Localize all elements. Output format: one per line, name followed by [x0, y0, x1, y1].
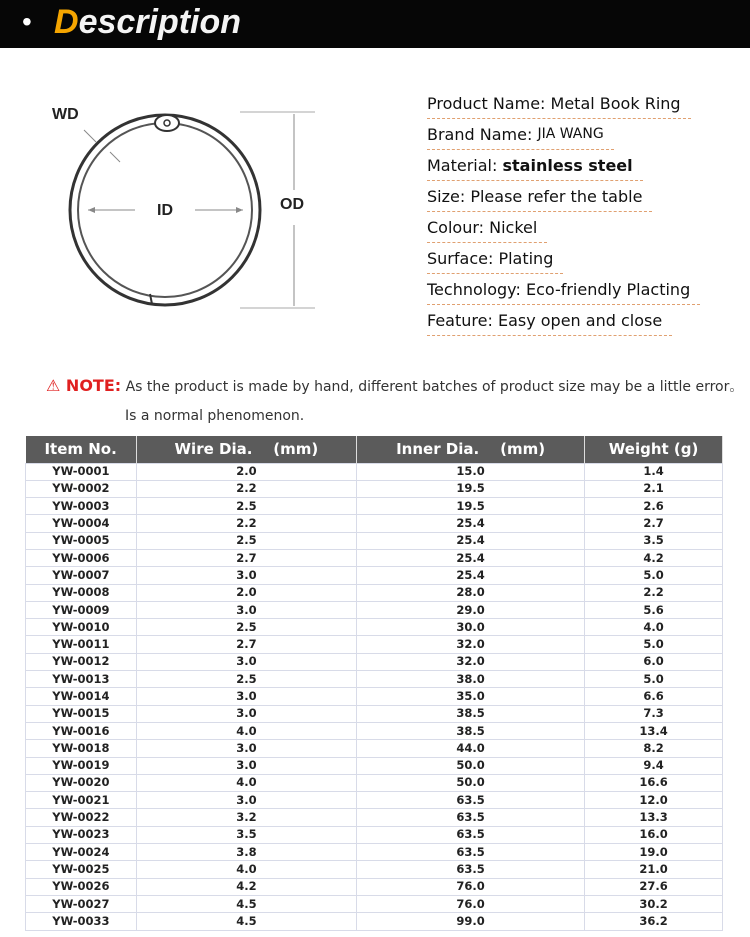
table-cell: 25.4	[357, 532, 585, 549]
table-cell: 99.0	[357, 913, 585, 930]
table-cell: 2.5	[136, 671, 356, 688]
ring-diagram	[40, 90, 340, 320]
table-cell: 4.0	[136, 774, 356, 791]
spec-key: Colour:	[427, 217, 485, 237]
table-cell: 13.3	[585, 809, 723, 826]
note	[46, 376, 743, 396]
spec-item	[427, 88, 691, 119]
id-label: ID	[157, 202, 173, 219]
table-cell: YW-0009	[26, 601, 137, 618]
table-cell: YW-0018	[26, 740, 137, 757]
title-rest: escription	[78, 3, 242, 41]
note-label: NOTE:	[65, 376, 122, 395]
col-item: Item No.	[26, 436, 137, 463]
table-cell: 38.5	[357, 722, 585, 739]
table-cell: 4.5	[136, 895, 356, 912]
table-cell: YW-0033	[26, 913, 137, 930]
table-cell: 16.0	[585, 826, 723, 843]
table-cell: 4.0	[136, 861, 356, 878]
table-row	[26, 498, 723, 515]
spec-value: Please refer the table	[470, 186, 643, 206]
section-header	[0, 0, 750, 48]
spec-key: Size:	[427, 186, 466, 206]
table-cell: YW-0022	[26, 809, 137, 826]
table-cell: 3.5	[136, 826, 356, 843]
table-cell: 29.0	[357, 601, 585, 618]
spec-key: Product Name:	[427, 93, 546, 113]
table-cell: 63.5	[357, 809, 585, 826]
table-cell: 25.4	[357, 515, 585, 532]
table-row	[26, 653, 723, 670]
table-cell: 2.5	[136, 619, 356, 636]
table-cell: 21.0	[585, 861, 723, 878]
table-row	[26, 757, 723, 774]
spec-item	[427, 274, 700, 305]
spec-key: Surface:	[427, 248, 494, 268]
table-cell: 4.2	[136, 878, 356, 895]
table-cell: 35.0	[357, 688, 585, 705]
col-inner: Inner Dia. (mm)	[357, 436, 585, 463]
table-cell: YW-0004	[26, 515, 137, 532]
table-cell: 3.0	[136, 688, 356, 705]
table-cell: 3.5	[585, 532, 723, 549]
table-row	[26, 861, 723, 878]
table-cell: 2.0	[136, 584, 356, 601]
table-row	[26, 895, 723, 912]
spec-value: JIA WANG	[537, 126, 604, 142]
table-cell: 28.0	[357, 584, 585, 601]
note-text: As the product is made by hand, different batches of product size may be a little error。	[125, 379, 744, 395]
table-cell: 30.0	[357, 619, 585, 636]
table-cell: 44.0	[357, 740, 585, 757]
col-weight: Weight (g)	[585, 436, 723, 463]
table-cell: YW-0003	[26, 498, 137, 515]
table-cell: 63.5	[357, 826, 585, 843]
table-row	[26, 549, 723, 566]
table-row	[26, 463, 723, 480]
od-label: OD	[280, 196, 304, 213]
table-cell: 3.0	[136, 740, 356, 757]
table-row	[26, 878, 723, 895]
table-cell: 1.4	[585, 463, 723, 480]
table-row	[26, 774, 723, 791]
table-cell: 3.0	[136, 653, 356, 670]
col-wire: Wire Dia. (mm)	[136, 436, 356, 463]
table-cell: YW-0020	[26, 774, 137, 791]
table-row	[26, 688, 723, 705]
table-cell: 2.2	[585, 584, 723, 601]
table-cell: 2.2	[136, 515, 356, 532]
table-cell: 2.5	[136, 498, 356, 515]
table-cell: 2.7	[136, 636, 356, 653]
spec-value: Plating	[498, 248, 554, 268]
table-cell: YW-0007	[26, 567, 137, 584]
table-cell: YW-0005	[26, 532, 137, 549]
table-cell: YW-0015	[26, 705, 137, 722]
title-first-letter: D	[54, 3, 79, 41]
spec-item	[427, 150, 643, 181]
table-cell: YW-0008	[26, 584, 137, 601]
table-cell: 32.0	[357, 636, 585, 653]
table-row	[26, 515, 723, 532]
spec-item	[427, 181, 652, 212]
table-cell: 6.0	[585, 653, 723, 670]
table-cell: YW-0013	[26, 671, 137, 688]
table-row	[26, 913, 723, 930]
table-cell: 63.5	[357, 792, 585, 809]
spec-key: Feature:	[427, 310, 493, 330]
table-cell: 38.0	[357, 671, 585, 688]
table-cell: 12.0	[585, 792, 723, 809]
table-cell: 25.4	[357, 549, 585, 566]
table-row	[26, 705, 723, 722]
table-cell: 5.0	[585, 636, 723, 653]
table-cell: 5.0	[585, 671, 723, 688]
table-cell: 4.0	[136, 722, 356, 739]
table-cell: 27.6	[585, 878, 723, 895]
spec-value: Eco-friendly Placting	[525, 279, 691, 299]
warning-icon: ⚠	[46, 376, 66, 395]
table-row	[26, 844, 723, 861]
size-table	[25, 436, 723, 931]
table-cell: 3.0	[136, 567, 356, 584]
table-cell: 25.4	[357, 567, 585, 584]
table-row	[26, 567, 723, 584]
bullet: •	[22, 6, 32, 37]
table-cell: 2.1	[585, 480, 723, 497]
table-row	[26, 722, 723, 739]
spec-item	[427, 119, 614, 150]
table-cell: 6.6	[585, 688, 723, 705]
table-row	[26, 619, 723, 636]
table-cell: 15.0	[357, 463, 585, 480]
table-cell: 2.5	[136, 532, 356, 549]
table-cell: 19.0	[585, 844, 723, 861]
table-cell: 3.8	[136, 844, 356, 861]
table-cell: 3.0	[136, 705, 356, 722]
table-cell: 13.4	[585, 722, 723, 739]
table-cell: 9.4	[585, 757, 723, 774]
table-cell: 2.0	[136, 463, 356, 480]
table-cell: 76.0	[357, 878, 585, 895]
table-cell: YW-0002	[26, 480, 137, 497]
table-row	[26, 826, 723, 843]
spec-key: Technology:	[427, 279, 521, 299]
table-cell: 4.0	[585, 619, 723, 636]
table-cell: 30.2	[585, 895, 723, 912]
table-row	[26, 532, 723, 549]
table-cell: 4.5	[136, 913, 356, 930]
note-text-2: Is a normal phenomenon.	[125, 408, 305, 424]
table-cell: 76.0	[357, 895, 585, 912]
table-cell: 19.5	[357, 480, 585, 497]
table-cell: YW-0025	[26, 861, 137, 878]
table-cell: 4.2	[585, 549, 723, 566]
table-cell: YW-0001	[26, 463, 137, 480]
table-cell: YW-0014	[26, 688, 137, 705]
table-cell: 2.2	[136, 480, 356, 497]
section-title	[54, 3, 241, 42]
table-row	[26, 480, 723, 497]
spec-list	[427, 88, 717, 336]
table-cell: 3.0	[136, 601, 356, 618]
table-row	[26, 792, 723, 809]
table-cell: 3.0	[136, 757, 356, 774]
spec-item	[427, 243, 563, 274]
table-cell: YW-0011	[26, 636, 137, 653]
table-cell: YW-0019	[26, 757, 137, 774]
table-row	[26, 601, 723, 618]
table-cell: 63.5	[357, 861, 585, 878]
table-cell: YW-0027	[26, 895, 137, 912]
table-cell: 5.6	[585, 601, 723, 618]
table-row	[26, 809, 723, 826]
table-row	[26, 584, 723, 601]
table-row	[26, 636, 723, 653]
table-cell: 3.0	[136, 792, 356, 809]
table-cell: YW-0026	[26, 878, 137, 895]
spec-value: stainless steel	[502, 155, 633, 175]
table-row	[26, 740, 723, 757]
spec-value: Easy open and close	[497, 310, 663, 330]
table-cell: 2.7	[585, 515, 723, 532]
table-cell: 38.5	[357, 705, 585, 722]
spec-item	[427, 212, 547, 243]
table-cell: 2.6	[585, 498, 723, 515]
table-cell: 5.0	[585, 567, 723, 584]
table-cell: YW-0010	[26, 619, 137, 636]
table-cell: YW-0023	[26, 826, 137, 843]
table-cell: 50.0	[357, 774, 585, 791]
table-cell: 36.2	[585, 913, 723, 930]
table-cell: 32.0	[357, 653, 585, 670]
spec-key: Material:	[427, 155, 498, 175]
spec-key: Brand Name:	[427, 124, 533, 144]
table-cell: 63.5	[357, 844, 585, 861]
spec-value: Metal Book Ring	[550, 93, 681, 113]
table-cell: YW-0024	[26, 844, 137, 861]
table-cell: 3.2	[136, 809, 356, 826]
table-cell: YW-0021	[26, 792, 137, 809]
table-row	[26, 671, 723, 688]
table-cell: 19.5	[357, 498, 585, 515]
table-cell: 8.2	[585, 740, 723, 757]
spec-item	[427, 305, 672, 336]
table-cell: 50.0	[357, 757, 585, 774]
table-cell: YW-0016	[26, 722, 137, 739]
spec-value: Nickel	[489, 217, 538, 237]
wd-label: WD	[52, 106, 79, 123]
table-cell: 2.7	[136, 549, 356, 566]
table-cell: 16.6	[585, 774, 723, 791]
table-cell: YW-0012	[26, 653, 137, 670]
table-cell: 7.3	[585, 705, 723, 722]
table-cell: YW-0006	[26, 549, 137, 566]
